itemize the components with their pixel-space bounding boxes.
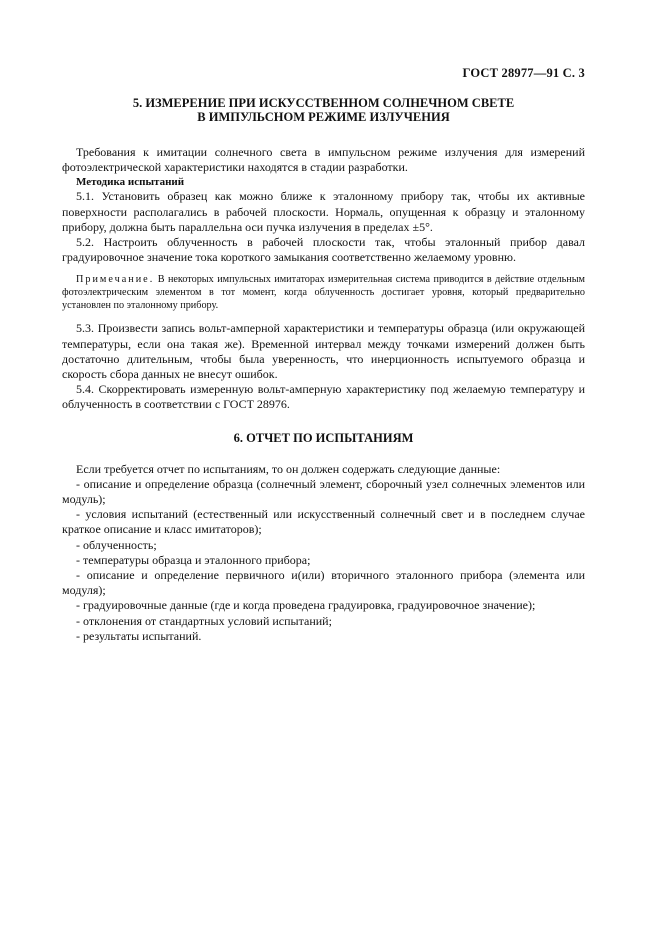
- method-heading: Методика испытаний: [76, 176, 185, 189]
- clause-5-1: 5.1. Установить образец как можно ближе к эталонному прибору так, чтобы их активные поверхности располагались в рабочей плоскости. Нормаль, опущенная к образцу и эталонному прибору, должна быть параллельна оси пучка излучения в пределах ±5°.: [62, 189, 585, 234]
- section-6-intro: Если требуется отчет по испытаниям, то он должен содержать следующие данные:: [76, 461, 501, 476]
- list-item: - отклонения от стандартных условий испытаний;: [76, 613, 332, 628]
- list-item: - условия испытаний (естественный или искусственный солнечный свет и в последнем случае краткое описание и класс имитаторов);: [62, 507, 585, 537]
- section-5-title: [62, 96, 585, 124]
- clause-5-4: 5.4. Скорректировать измеренную вольт-амперную характеристику под желаемую температуру и облученность в соответствии с ГОСТ 28976.: [62, 382, 585, 412]
- list-item: - температуры образца и эталонного прибора;: [76, 552, 311, 567]
- list-item: - описание и определение образца (солнечный элемент, сборочный узел солнечных элементов или модуль);: [62, 476, 585, 507]
- section-5-title-line-2: В ИМПУЛЬСНОМ РЕЖИМЕ ИЗЛУЧЕНИЯ: [197, 110, 450, 124]
- page-header-code: ГОСТ 28977—91 С. 3: [462, 66, 585, 80]
- note-text: В некоторых импульсных имитаторах измерительная система приводится в действие отдельным фотоэлектрическим элементом в тот момент, когда облученность достигает уровня, который предварительно установлен по эталонному прибору.: [62, 274, 585, 312]
- note: [62, 273, 585, 312]
- list-item: - облученность;: [76, 537, 157, 552]
- list-item: - результаты испытаний.: [76, 628, 202, 643]
- note-label: Примечание.: [76, 274, 155, 286]
- list-item: - градуировочные данные (где и когда проведена градуировка, градуировочное значение);: [76, 598, 536, 613]
- clause-5-3: 5.3. Произвести запись вольт-амперной характеристики и температуры образца (или окружающей температуры, если она такая же). Временной интервал между точками измерений должен быть достаточно длительным, чтобы была уверенность, что инерционность испытуемого образца и скорость сбора данных не внесут ошибок.: [62, 321, 585, 382]
- clause-5-2: 5.2. Настроить облученность в рабочей плоскости так, чтобы эталонный прибор давал градуировочное значение тока короткого замыкания соответственно желаемому уровню.: [62, 235, 585, 265]
- page-content: [62, 96, 585, 644]
- section-5-title-line-1: 5. ИЗМЕРЕНИЕ ПРИ ИСКУССТВЕННОМ СОЛНЕЧНОМ СВЕТЕ: [132, 96, 515, 110]
- report-items-list: [62, 477, 585, 644]
- section-6-title: 6. ОТЧЕТ ПО ИСПЫТАНИЯМ: [233, 430, 414, 445]
- section-5-intro: Требования к имитации солнечного света в импульсном режиме излучения для измерений фотоэлектрической характеристики находятся в стадии разработки.: [62, 145, 585, 175]
- list-item: - описание и определение первичного и(или) вторичного эталонного прибора (элемента или модуля);: [62, 568, 585, 598]
